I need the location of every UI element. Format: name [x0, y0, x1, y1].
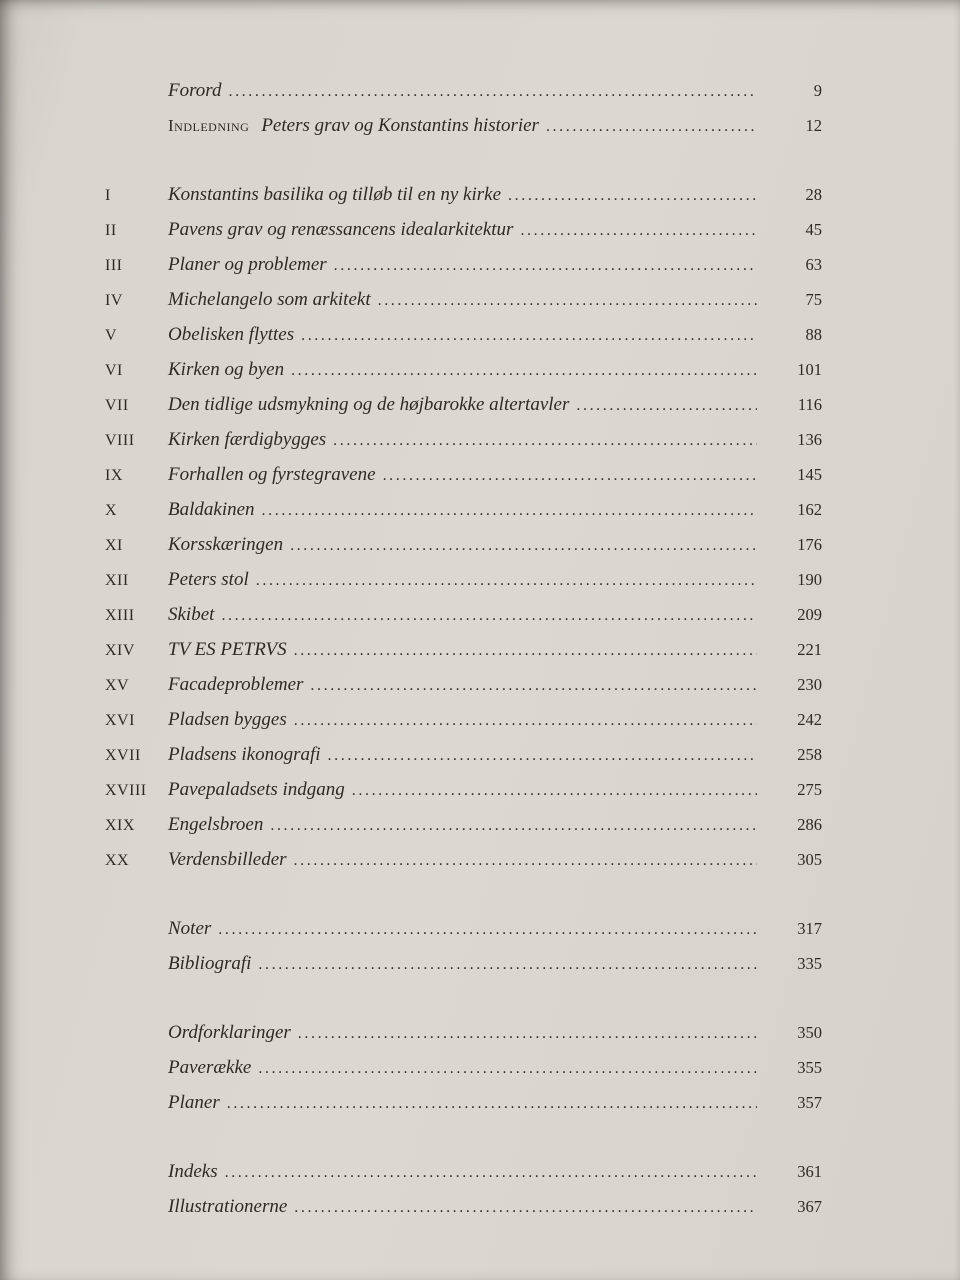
toc-row — [105, 74, 822, 109]
toc-row — [105, 283, 822, 318]
toc-row — [105, 598, 822, 633]
entry-title: Kirken færdigbygges — [168, 429, 327, 450]
page-number: 286 — [797, 815, 822, 834]
toc-entry — [168, 423, 767, 458]
page-number: 357 — [797, 1093, 822, 1112]
toc-row — [105, 528, 822, 563]
toc-entry — [168, 74, 767, 109]
chapter-numeral: II — [105, 222, 117, 239]
entry-title: Korsskæringen — [168, 534, 284, 555]
toc-row — [105, 668, 822, 703]
page-number: 361 — [797, 1162, 822, 1181]
toc-entry — [168, 388, 767, 423]
toc-entry — [168, 947, 767, 982]
chapter-numeral: XII — [105, 572, 129, 589]
dot-leader — [378, 284, 757, 318]
entry-title: Facadeproblemer — [168, 674, 304, 695]
page-number: 88 — [805, 325, 822, 344]
dot-leader — [383, 459, 757, 493]
dot-leader — [576, 389, 757, 423]
chapter-numeral: XVI — [105, 712, 135, 729]
entry-title: Paverække — [168, 1057, 252, 1078]
toc-entry — [168, 912, 767, 947]
toc-entry — [168, 1190, 767, 1225]
dot-leader — [258, 1052, 757, 1086]
page-number: 242 — [797, 710, 822, 729]
dot-leader — [294, 1191, 757, 1225]
dot-leader — [333, 424, 757, 458]
toc-row — [105, 388, 822, 423]
toc-row — [105, 248, 822, 283]
dot-leader — [546, 110, 757, 144]
toc-row — [105, 843, 822, 878]
chapter-numeral: XVIII — [105, 782, 147, 799]
entry-title: Forhallen og fyrstegravene — [168, 464, 376, 485]
entry-title: Kirken og byen — [168, 359, 285, 380]
chapter-numeral: VI — [105, 362, 123, 379]
dot-leader — [294, 704, 757, 738]
entry-title: Engelsbroen — [168, 814, 264, 835]
entry-prefix: Indledning — [168, 116, 250, 135]
chapter-numeral: IV — [105, 292, 123, 309]
toc-entry — [168, 703, 767, 738]
dot-leader — [508, 179, 757, 213]
toc-row — [105, 318, 822, 353]
toc-entry — [168, 773, 767, 808]
chapter-numeral: IX — [105, 467, 123, 484]
dot-leader — [520, 214, 757, 248]
entry-title: Bibliografi — [168, 953, 252, 974]
toc — [105, 74, 822, 1225]
toc-entry — [168, 178, 767, 213]
page-number: 63 — [805, 255, 822, 274]
dot-leader — [262, 494, 757, 528]
dot-leader — [258, 948, 757, 982]
toc-row — [105, 1051, 822, 1086]
toc-row — [105, 178, 822, 213]
toc-entry — [168, 598, 767, 633]
toc-row — [105, 773, 822, 808]
entry-title: TV ES PETRVS — [168, 639, 287, 660]
toc-entry — [168, 1051, 767, 1086]
dot-leader — [334, 249, 757, 283]
toc-row — [105, 947, 822, 982]
entry-title: Konstantins basilika og tilløb til en ny kirke — [168, 184, 502, 205]
dot-leader — [352, 774, 757, 808]
toc-entry — [168, 808, 767, 843]
entry-title: Illustrationerne — [168, 1196, 288, 1217]
dot-leader — [218, 913, 757, 947]
chapter-numeral: V — [105, 327, 118, 344]
dot-leader — [225, 1156, 757, 1190]
dot-leader — [221, 599, 757, 633]
page-number: 176 — [797, 535, 822, 554]
dot-leader — [256, 564, 757, 598]
entry-title: Pavens grav og renæssancens idealarkitektur — [168, 219, 514, 240]
toc-entry — [168, 493, 767, 528]
chapter-numeral: XIII — [105, 607, 135, 624]
toc-row — [105, 738, 822, 773]
section-appendices — [105, 1016, 822, 1121]
toc-entry — [168, 1086, 767, 1121]
toc-row — [105, 703, 822, 738]
dot-leader — [294, 634, 757, 668]
page-number: 145 — [797, 465, 822, 484]
toc-row — [105, 1190, 822, 1225]
entry-title: Planer og problemer — [168, 254, 327, 275]
chapter-numeral: III — [105, 257, 123, 274]
page-number: 275 — [797, 780, 822, 799]
toc-row — [105, 423, 822, 458]
chapter-numeral: XV — [105, 677, 130, 694]
page-number: 209 — [797, 605, 822, 624]
toc-entry — [168, 1155, 767, 1190]
chapter-numeral: I — [105, 187, 111, 204]
chapter-numeral: VII — [105, 397, 129, 414]
section-chapters — [105, 178, 822, 878]
toc-row — [105, 353, 822, 388]
toc-row — [105, 458, 822, 493]
page-number: 190 — [797, 570, 822, 589]
toc-row — [105, 912, 822, 947]
toc-row — [105, 493, 822, 528]
page-number: 136 — [797, 430, 822, 449]
dot-leader — [228, 75, 757, 109]
toc-row — [105, 1086, 822, 1121]
toc-row — [105, 1155, 822, 1190]
page-number: 12 — [805, 116, 822, 135]
toc-entry — [168, 458, 767, 493]
toc-entry — [168, 318, 767, 353]
page-number: 317 — [797, 919, 822, 938]
chapter-numeral: XX — [105, 852, 130, 869]
page-number: 162 — [797, 500, 822, 519]
entry-title: Baldakinen — [168, 499, 255, 520]
toc-entry — [168, 668, 767, 703]
toc-entry — [168, 528, 767, 563]
page-number: 355 — [797, 1058, 822, 1077]
page-number: 75 — [805, 290, 822, 309]
entry-title: Peters stol — [168, 569, 249, 590]
page-number: 101 — [797, 360, 822, 379]
page-number: 28 — [805, 185, 822, 204]
entry-title: Obelisken flyttes — [168, 324, 295, 345]
dot-leader — [291, 354, 757, 388]
dot-leader — [290, 529, 757, 563]
toc-entry — [168, 283, 767, 318]
page-number: 335 — [797, 954, 822, 973]
toc-entry — [168, 563, 767, 598]
toc-entry — [168, 109, 767, 144]
section-index — [105, 1155, 822, 1225]
page-number: 258 — [797, 745, 822, 764]
toc-row — [105, 633, 822, 668]
chapter-numeral: VIII — [105, 432, 135, 449]
toc-entry — [168, 738, 767, 773]
entry-title: Den tidlige udsmykning og de højbarokke altertavler — [168, 394, 570, 415]
page-number: 45 — [805, 220, 822, 239]
page-number: 221 — [797, 640, 822, 659]
entry-title: Pavepaladsets indgang — [168, 779, 345, 800]
chapter-numeral: XIV — [105, 642, 135, 659]
entry-title: Pladsens ikonografi — [168, 744, 321, 765]
toc-entry — [168, 633, 767, 668]
page-number: 350 — [797, 1023, 822, 1042]
entry-title: Peters grav og Konstantins historier — [261, 115, 539, 136]
page-number: 9 — [813, 81, 822, 100]
chapter-numeral: XIX — [105, 817, 135, 834]
toc-entry — [168, 1016, 767, 1051]
entry-title: Indeks — [168, 1161, 218, 1182]
entry-title: Planer — [168, 1092, 220, 1113]
chapter-numeral: XVII — [105, 747, 141, 764]
toc-row — [105, 1016, 822, 1051]
page-number: 116 — [797, 395, 822, 414]
entry-title: Michelangelo som arkitekt — [168, 289, 371, 310]
entry-title: Ordforklaringer — [168, 1022, 291, 1043]
page-number: 305 — [797, 850, 822, 869]
dot-leader — [298, 1017, 757, 1051]
toc-entry — [168, 843, 767, 878]
chapter-numeral: XI — [105, 537, 123, 554]
toc-row — [105, 808, 822, 843]
toc-entry — [168, 248, 767, 283]
section-notes — [105, 912, 822, 982]
dot-leader — [328, 739, 757, 773]
chapter-numeral: X — [105, 502, 118, 519]
toc-entry — [168, 213, 767, 248]
entry-title: Verdensbilleder — [168, 849, 287, 870]
entry-title: Noter — [168, 918, 212, 939]
dot-leader — [270, 809, 757, 843]
dot-leader — [301, 319, 757, 353]
toc-entry — [168, 353, 767, 388]
toc-row — [105, 563, 822, 598]
toc-row — [105, 109, 822, 144]
entry-title: Skibet — [168, 604, 215, 625]
dot-leader — [294, 844, 757, 878]
section-front-matter — [105, 74, 822, 144]
page-number: 230 — [797, 675, 822, 694]
dot-leader — [227, 1087, 757, 1121]
entry-title: Forord — [168, 80, 222, 101]
entry-title: Pladsen bygges — [168, 709, 287, 730]
dot-leader — [310, 669, 757, 703]
page-number: 367 — [797, 1197, 822, 1216]
toc-row — [105, 213, 822, 248]
